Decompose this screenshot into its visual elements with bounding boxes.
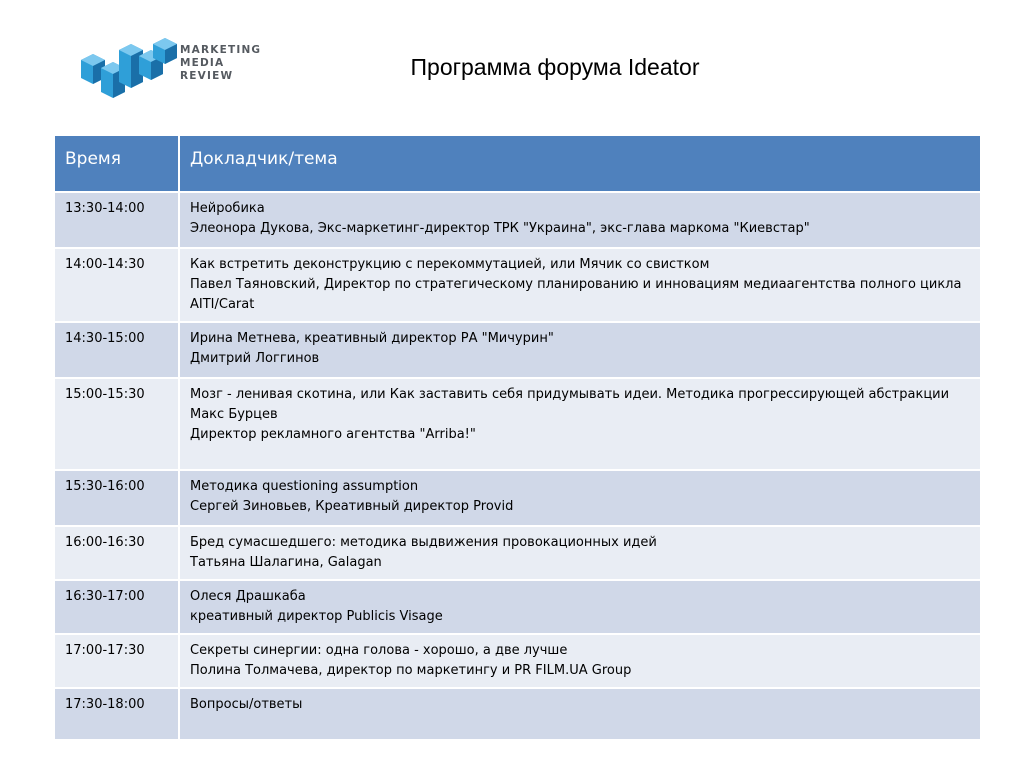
cell-line: Макс Бурцев (190, 407, 278, 422)
table-row (54, 634, 981, 688)
cell-line: Дмитрий Логгинов (190, 351, 320, 366)
table-body (54, 192, 981, 740)
speaker-topic-cell (179, 248, 981, 322)
time-cell: 14:30-15:00 (54, 322, 179, 378)
table-row (54, 322, 981, 378)
speaker-topic-cell (179, 688, 981, 740)
time-cell: 15:00-15:30 (54, 378, 179, 470)
schedule-table (53, 134, 982, 741)
speaker-topic-cell (179, 580, 981, 634)
cell-line: Олеся Драшкаба (190, 589, 306, 604)
cell-line: Ирина Метнева, креативный директор РА "Мичурин" (190, 331, 554, 346)
time-cell: 16:00-16:30 (54, 526, 179, 580)
cell-line: Методика questioning assumption (190, 479, 419, 494)
table-row (54, 688, 981, 740)
cell-line: Татьяна Шалагина, Galagan (190, 555, 382, 570)
speaker-topic-cell (179, 378, 981, 470)
time-cell: 17:30-18:00 (54, 688, 179, 740)
cell-line: Элеонора Дукова, Экс-маркетинг-директор ТРК "Украина", экс-глава маркома "Киевстар" (190, 221, 810, 236)
cell-line: креативный директор Publicis Visage (190, 609, 443, 624)
column-header-time: Время (54, 135, 179, 192)
cell-line: Павел Таяновский, Директор по стратегическому планированию и инновациям медиаагентства полного цикла AITI/Carat (190, 277, 962, 312)
cell-line: Вопросы/ответы (190, 697, 303, 712)
cell-line: Как встретить деконструкцию с перекоммутацией, или Мячик со свистком (190, 257, 710, 272)
page-title: Программа форума Ideator (410, 54, 700, 80)
table-header-row (54, 135, 981, 192)
cell-line: Мозг - ленивая скотина, или Как заставить себя придумывать идеи. Методика прогрессирующей абстракции (190, 387, 950, 402)
table-row (54, 378, 981, 470)
cell-line: Директор рекламного агентства "Arriba!" (190, 427, 476, 442)
cell-line: Бред сумасшедшего: методика выдвижения провокационных идей (190, 535, 657, 550)
logo-line: REVIEW (180, 70, 234, 82)
time-cell: 13:30-14:00 (54, 192, 179, 248)
table-row (54, 526, 981, 580)
table-row (54, 192, 981, 248)
cell-line: Сергей Зиновьев, Креативный директор Provid (190, 499, 514, 514)
cell-line: Нейробика (190, 201, 265, 216)
logo-line: MEDIA (180, 57, 225, 69)
speaker-topic-cell (179, 634, 981, 688)
time-cell: 16:30-17:00 (54, 580, 179, 634)
table-row (54, 470, 981, 526)
logo-text (180, 44, 261, 83)
speaker-topic-cell (179, 322, 981, 378)
time-cell: 14:00-14:30 (54, 248, 179, 322)
table-row (54, 248, 981, 322)
speaker-topic-cell (179, 192, 981, 248)
speaker-topic-cell (179, 526, 981, 580)
time-cell: 15:30-16:00 (54, 470, 179, 526)
time-cell: 17:00-17:30 (54, 634, 179, 688)
speaker-topic-cell (179, 470, 981, 526)
cell-line: Полина Толмачева, директор по маркетингу и PR FILM.UA Group (190, 663, 632, 678)
table-row (54, 580, 981, 634)
cell-line: Секреты синергии: одна голова - хорошо, а две лучше (190, 643, 568, 658)
logo-line: MARKETING (180, 44, 262, 56)
logo-cubes-icon (79, 38, 179, 102)
column-header-speaker-topic: Докладчик/тема (179, 135, 981, 192)
